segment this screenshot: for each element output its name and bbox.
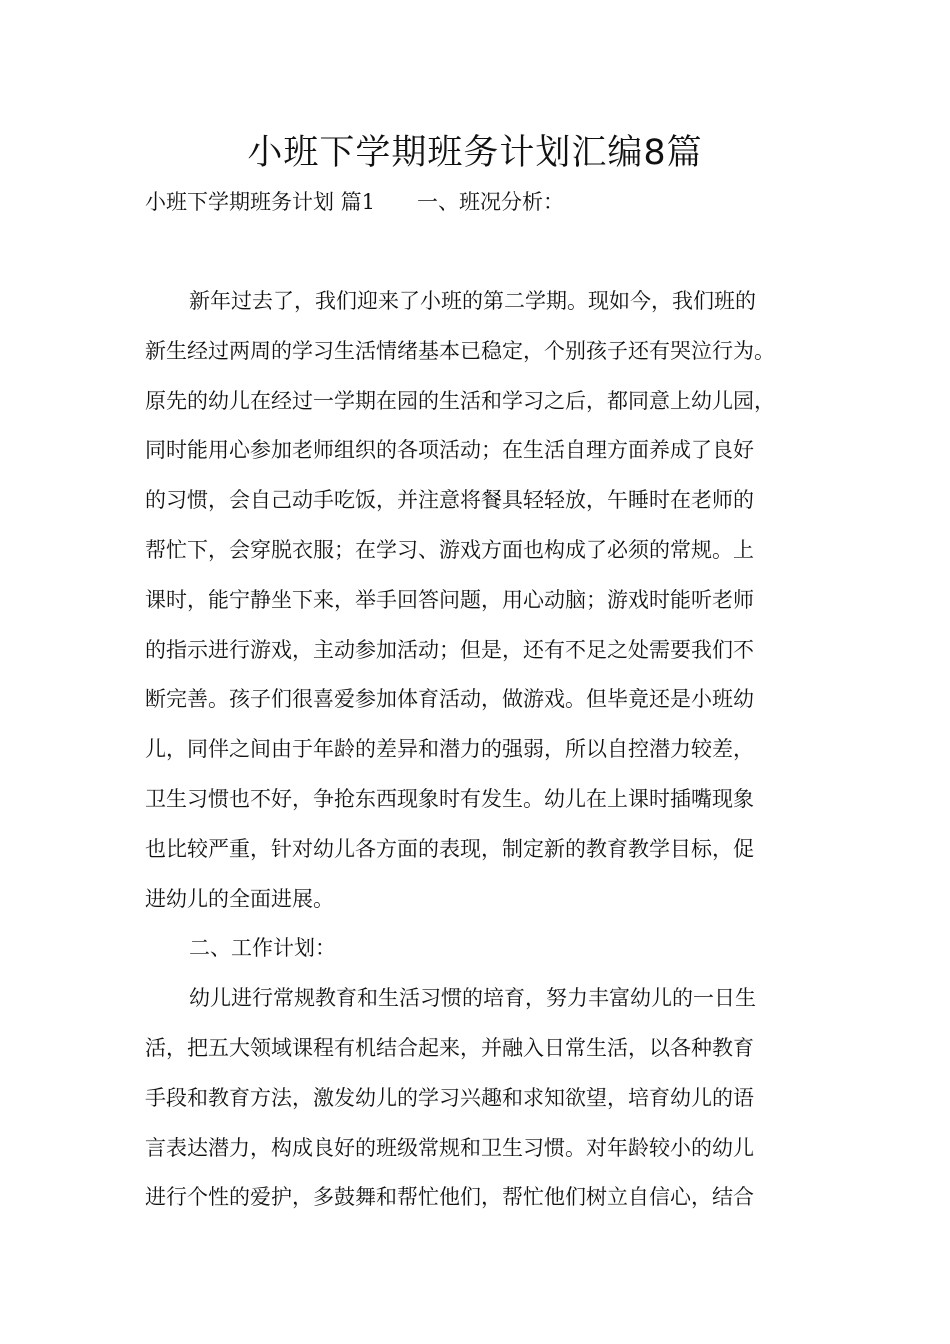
section-heading-1: 一、班况分析： [417,190,565,214]
paragraph-line: 进行个性的爱护，多鼓舞和帮忙他们，帮忙他们树立自信心，结合 [145,1185,754,1210]
paragraph-line: 的习惯，会自己动手吃饭，并注意将餐具轻轻放，午睡时在老师的 [145,488,754,513]
paragraph-line: 手段和教育方法，激发幼儿的学习兴趣和求知欲望，培育幼儿的语 [145,1085,754,1110]
paragraph-line: 言表达潜力，构成良好的班级常规和卫生习惯。对年龄较小的幼儿 [145,1135,754,1160]
paragraph-line: 帮忙下，会穿脱衣服；在学习、游戏方面也构成了必须的常规。上 [145,537,754,562]
article-label: 小班下学期班务计划 篇1 [145,190,376,214]
paragraph-line: 同时能用心参加老师组织的各项活动；在生活自理方面养成了良好 [145,438,754,463]
paragraph-line: 课时，能宁静坐下来，举手回答问题，用心动脑；游戏时能听老师 [145,587,754,612]
paragraph-line: 进幼儿的全面进展。 [145,886,334,911]
paragraph-line: 幼儿进行常规教育和生活习惯的培育，努力丰富幼儿的一日生 [189,986,756,1011]
article-header-line [145,185,564,219]
paragraph-line: 原先的幼儿在经过一学期在园的生活和学习之后，都同意上幼儿园， [145,388,775,413]
document-title: 小班下学期班务计划汇编8篇 [247,133,703,173]
paragraph-line: 卫生习惯也不好，争抢东西现象时有发生。幼儿在上课时插嘴现象 [145,786,754,811]
paragraph-line: 断完善。孩子们很喜爱参加体育活动，做游戏。但毕竟还是小班幼 [145,687,754,712]
section-heading-2: 二、工作计划： [189,936,336,961]
paragraph-line: 的指示进行游戏，主动参加活动；但是，还有不足之处需要我们不 [145,637,754,662]
paragraph-line: 活，把五大领域课程有机结合起来，并融入日常生活，以各种教育 [145,1035,754,1060]
document-body [145,277,810,1223]
paragraph-line: 儿，同伴之间由于年龄的差异和潜力的强弱，所以自控潜力较差， [145,737,754,762]
paragraph-line: 新年过去了，我们迎来了小班的第二学期。现如今，我们班的 [189,289,756,313]
paragraph-line: 新生经过两周的学习生活情绪基本已稳定，个别孩子还有哭泣行为。 [145,338,775,363]
paragraph-line: 也比较严重，针对幼儿各方面的表现，制定新的教育教学目标，促 [145,836,754,861]
